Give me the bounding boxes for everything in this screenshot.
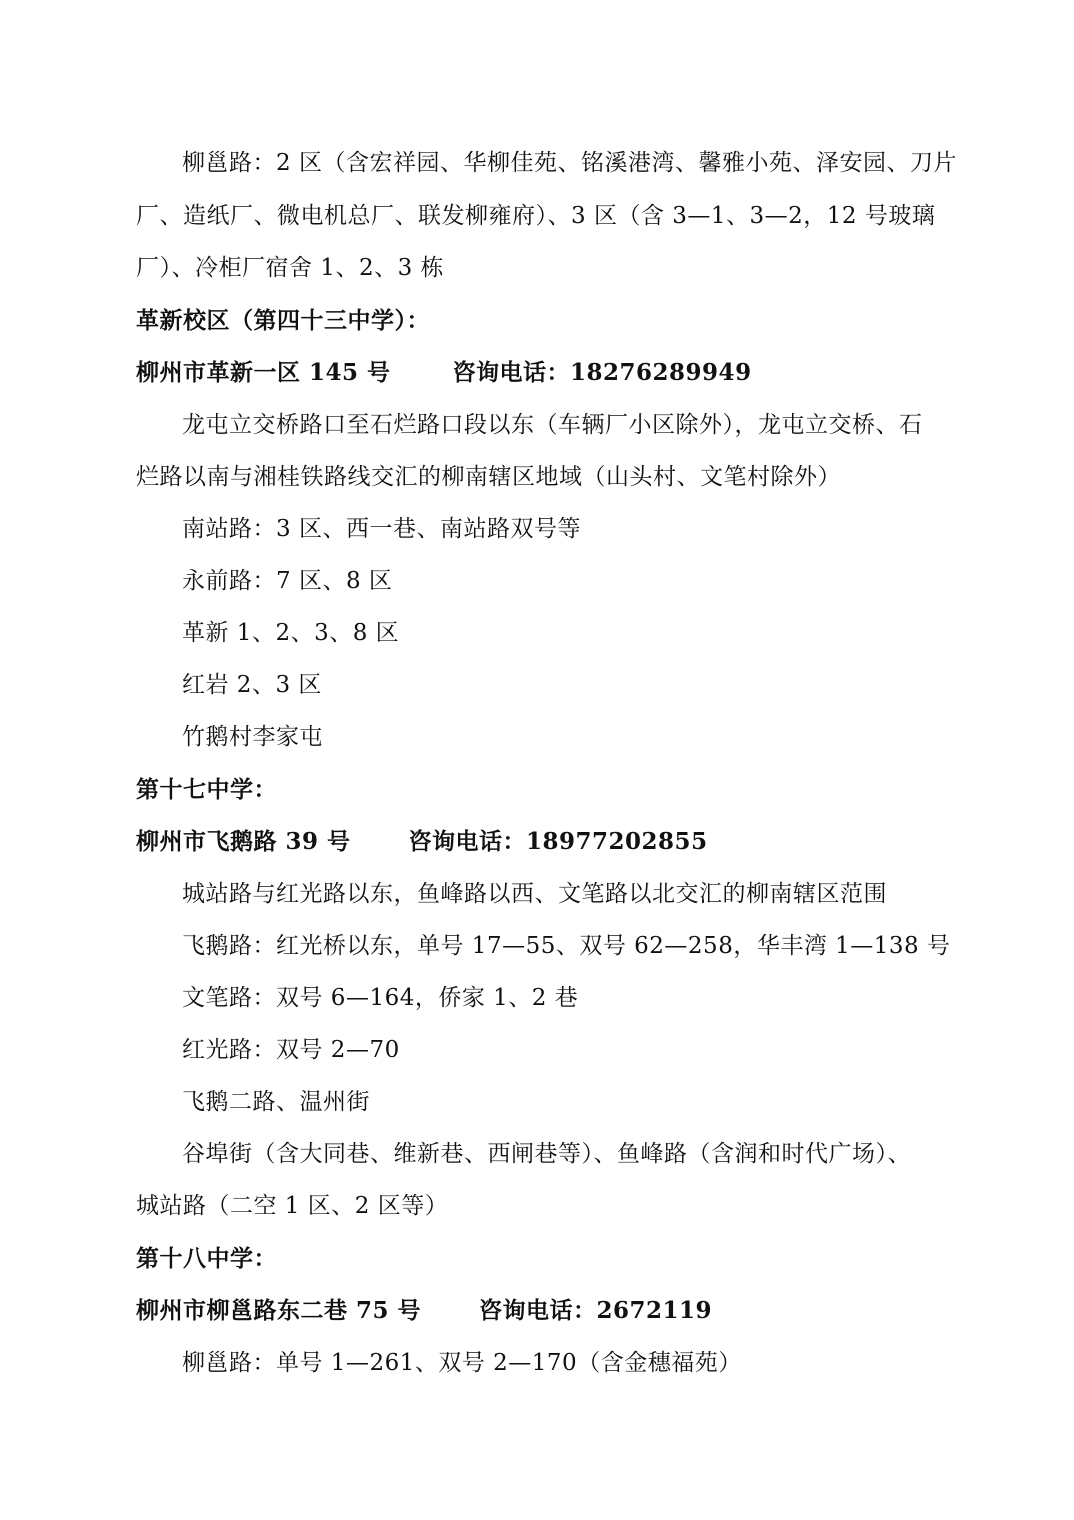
school-18-phone: 咨询电话：2672119 — [479, 1297, 713, 1324]
gexin-campus-item: 竹鹅村李家屯 — [182, 724, 323, 750]
school-17-heading: 第十七中学： — [136, 776, 277, 803]
liuyi-road-line-2: 厂、造纸厂、微电机总厂、联发柳雍府）、3 区（含 3—1、3—2，12 号玻璃 — [136, 203, 936, 229]
gexin-campus-item: 永前路：7 区、8 区 — [182, 568, 393, 594]
school-17-address: 柳州市飞鹅路 39 号 — [136, 828, 351, 855]
gexin-campus-area-line-2: 烂路以南与湘桂铁路线交汇的柳南辖区地域（山头村、文笔村除外） — [136, 464, 841, 490]
school-17-item: 红光路：双号 2—70 — [182, 1037, 400, 1063]
school-17-item: 文笔路：双号 6—164，侨家 1、2 巷 — [182, 985, 579, 1011]
school-17-tail-line-2: 城站路（二空 1 区、2 区等） — [136, 1193, 449, 1219]
gexin-campus-address: 柳州市革新一区 145 号 — [136, 359, 391, 386]
liuyi-road-line-1: 柳邕路：2 区（含宏祥园、华柳佳苑、铭溪港湾、馨雅小苑、泽安园、刀片 — [182, 150, 957, 176]
school-17-item: 城站路与红光路以东，鱼峰路以西、文笔路以北交汇的柳南辖区范围 — [182, 881, 887, 907]
gexin-campus-area-line-1: 龙屯立交桥路口至石烂路口段以东（车辆厂小区除外），龙屯立交桥、石 — [182, 412, 923, 438]
gexin-campus-heading: 革新校区（第四十三中学）： — [136, 307, 430, 334]
liuyi-road-line-3: 厂）、冷柜厂宿舍 1、2、3 栋 — [136, 255, 445, 281]
school-17-contact — [136, 827, 946, 857]
school-17-item: 飞鹅二路、温州街 — [182, 1089, 370, 1115]
school-18-item: 柳邕路：单号 1—261、双号 2—170（含金穗福苑） — [182, 1350, 742, 1376]
gexin-campus-item: 南站路：3 区、西一巷、南站路双号等 — [182, 516, 581, 542]
school-18-address: 柳州市柳邕路东二巷 75 号 — [136, 1297, 422, 1324]
school-18-heading: 第十八中学： — [136, 1245, 277, 1272]
school-17-phone: 咨询电话：18977202855 — [408, 828, 708, 855]
school-17-item: 飞鹅路：红光桥以东，单号 17—55、双号 62—258，华丰湾 1—138 号 — [182, 933, 951, 959]
school-17-tail-line-1: 谷埠街（含大同巷、维新巷、西闸巷等）、鱼峰路（含润和时代广场）、 — [182, 1141, 911, 1167]
gexin-campus-phone: 咨询电话：18276289949 — [452, 359, 752, 386]
gexin-campus-item: 革新 1、2、3、8 区 — [182, 620, 400, 646]
gexin-campus-contact — [136, 358, 946, 388]
gexin-campus-item: 红岩 2、3 区 — [182, 672, 322, 698]
school-18-contact — [136, 1296, 946, 1326]
